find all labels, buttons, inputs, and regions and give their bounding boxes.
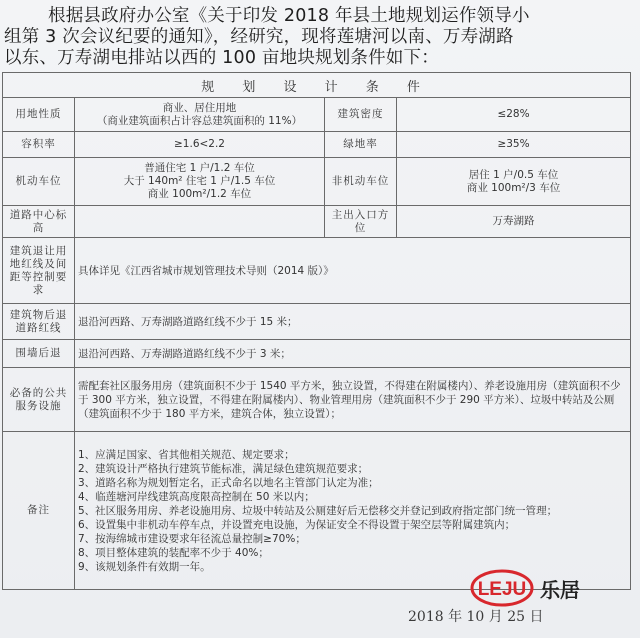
- green-value: ≥35%: [397, 132, 631, 158]
- table-row: [3, 368, 631, 432]
- intro-line-2: 组第 3 次会议纪要的通知》，经研究，现将莲塘河以南、万寿湖路: [4, 27, 514, 47]
- land-use-label: 用地性质: [3, 98, 75, 132]
- remark-item: 4、临莲塘河岸线建筑高度限高控制在 50 米以内；: [78, 490, 315, 503]
- intro-line-1: 根据县政府办公室《关于印发 2018 年县土地规划运作领导小: [48, 6, 530, 26]
- far-value: ≥1.6<2.2: [75, 132, 325, 158]
- entrance-value: 万寿湖路: [397, 206, 631, 238]
- table-row: [3, 304, 631, 340]
- remark-item: 1、应满足国家、省其他相关规范、规定要求；: [78, 448, 295, 461]
- intro-line-3: 以东、万寿湖电排站以西的 100 亩地块规划条件如下：: [4, 48, 439, 68]
- remarks-label: 备注: [3, 432, 75, 590]
- remark-item: 7、按海绵城市建设要求年径流总量控制≥70%；: [78, 532, 306, 545]
- road-elevation-value: [75, 206, 325, 238]
- density-label: 建筑密度: [325, 98, 397, 132]
- motor-value: [75, 158, 325, 206]
- motor-label: 机动车位: [3, 158, 75, 206]
- leju-mark-text: LEJU: [477, 579, 527, 600]
- wall-setback-label: 围墙后退: [3, 340, 75, 368]
- nonmotor-value: [397, 158, 631, 206]
- remark-item: 6、设置集中非机动车停车点，并设置充电设施，为保证安全不得设置于架空层等附属建筑内；: [78, 518, 516, 531]
- remark-item: 9、该规划条件有效期一年。: [78, 560, 211, 573]
- nonmotor-label: 非机动车位: [325, 158, 397, 206]
- public-facilities-value: 需配套社区服务用房（建筑面积不少于 1540 平方米，独立设置，不得建在附属楼内）、养老设施用房（建筑面积不少于 300 平方米，独立设置，不得建在附属楼内）、物业管理用房（建筑面积不少于 290 平方米）、垃圾中转站及公厕（建筑面积不少于 180 平方米，建筑合体，独立设置）；: [75, 368, 631, 432]
- table-row: [3, 206, 631, 238]
- table-row: [3, 132, 631, 158]
- motor-value-line: 商业 100m²/1.2 车位: [147, 188, 252, 200]
- wall-setback-value: 退沿河西路、万寿湖路道路红线不少于 3 米；: [75, 340, 631, 368]
- remark-item: 2、建筑设计严格执行建筑节能标准，满足绿色建筑规范要求；: [78, 462, 369, 475]
- entrance-label: 主出入口方位: [325, 206, 397, 238]
- remark-item: 3、道路名称为规划暂定名，正式命名以地名主管部门认定为准；: [78, 476, 379, 489]
- table-row: [3, 158, 631, 206]
- land-use-value-line: （商业建筑面积占计容总建筑面积的 11%）: [96, 114, 303, 127]
- building-setback-value: 退沿河西路、万寿湖路道路红线不少于 15 米；: [75, 304, 631, 340]
- table-row: [3, 98, 631, 132]
- far-label: 容积率: [3, 132, 75, 158]
- nonmotor-value-line: 商业 100m²/3 车位: [466, 181, 561, 194]
- intro-paragraph: [4, 6, 634, 69]
- table-header-row: [3, 73, 631, 98]
- leju-logo: [470, 565, 620, 611]
- motor-value-line: 大于 140m² 住宅 1 户/1.5 车位: [123, 175, 276, 187]
- nonmotor-value-line: 居住 1 户/0.5 车位: [468, 168, 559, 181]
- remark-item: 8、项目整体建筑的装配率不少于 40%；: [78, 546, 269, 559]
- public-facilities-label: 必备的公共服务设施: [3, 368, 75, 432]
- land-use-value-line: 商业、居住用地: [162, 101, 237, 114]
- table-row: [3, 340, 631, 368]
- table-row: [3, 238, 631, 304]
- leju-logo-icon: [470, 568, 534, 608]
- document-date: 2018 年 10 月 25 日: [408, 609, 544, 625]
- setback-value: 具体详见《江西省城市规划管理技术导则（2014 版）》: [75, 238, 631, 304]
- table-header: 规 划 设 计 条 件: [3, 73, 631, 98]
- leju-wordmark: 乐居: [540, 577, 580, 602]
- green-label: 绿地率: [325, 132, 397, 158]
- land-use-value: [75, 98, 325, 132]
- building-setback-label: 建筑物后退道路红线: [3, 304, 75, 340]
- remark-item: 5、社区服务用房、养老设施用房、垃圾中转站及公厕建好后无偿移交并登记到政府指定部门统一管理；: [78, 504, 558, 517]
- density-value: ≤28%: [397, 98, 631, 132]
- planning-conditions-table: [2, 72, 631, 590]
- road-elevation-label: 道路中心标高: [3, 206, 75, 238]
- setback-label: 建筑退让用地红线及间距等控制要求: [3, 238, 75, 304]
- motor-value-line: 普通住宅 1 户/1.2 车位: [144, 162, 255, 174]
